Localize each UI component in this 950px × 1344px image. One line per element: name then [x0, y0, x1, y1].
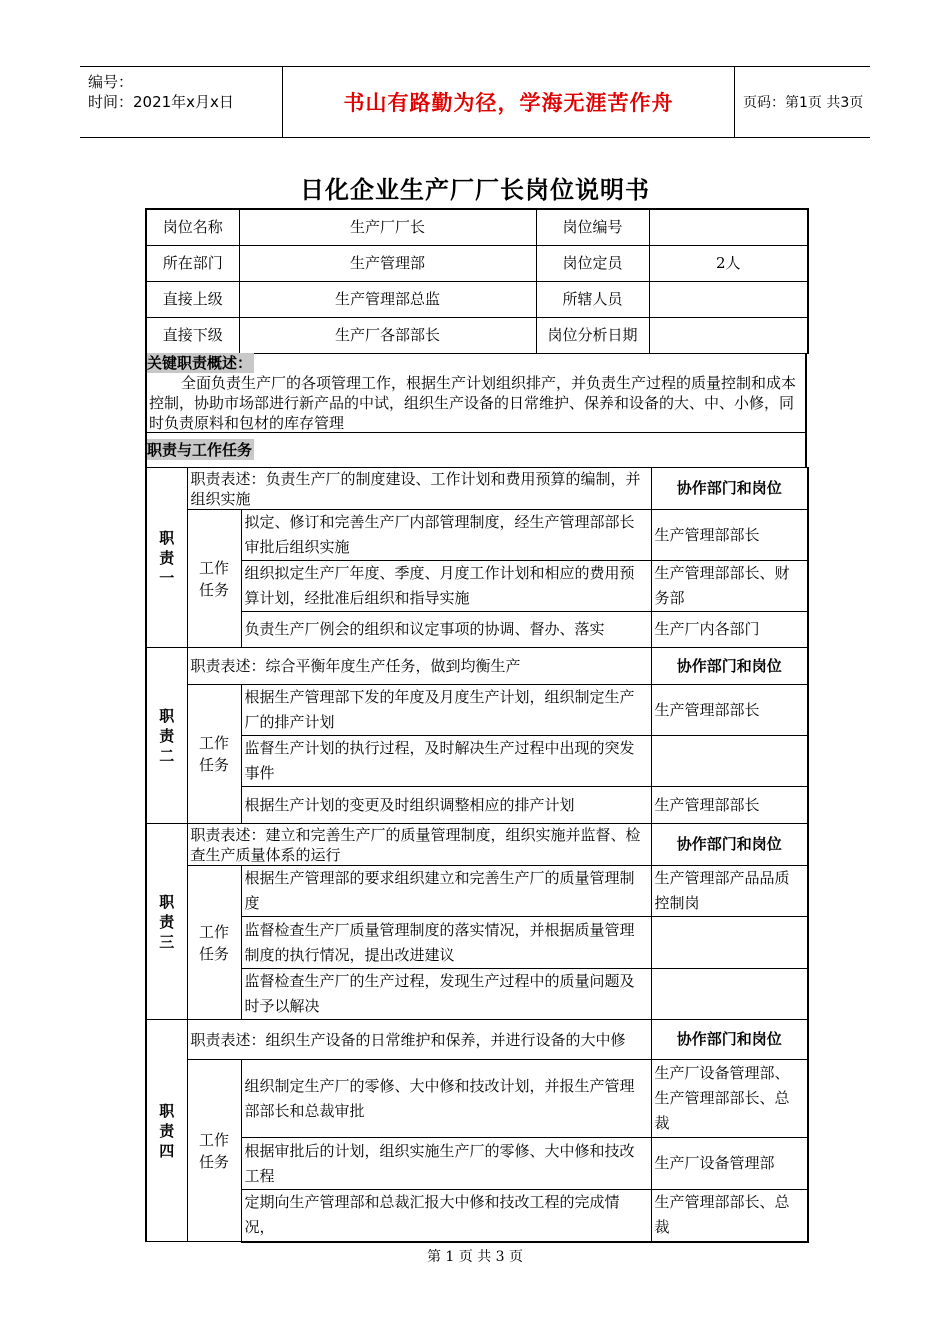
section-bar: [145, 433, 807, 468]
collab-header: 协作部门和岗位: [651, 824, 808, 866]
document-time-label: 时间：2021年x月x日: [88, 93, 234, 111]
field-value: 生产管理部: [239, 246, 536, 282]
task-row: [146, 969, 808, 1020]
field-value: [649, 318, 808, 354]
field-value: 生产厂各部部长: [239, 318, 536, 354]
task-row: [146, 917, 808, 969]
header-meta: [80, 67, 282, 137]
task-row: [146, 787, 808, 824]
work-task-label: 工作 任务: [187, 685, 241, 824]
task-partner: 生产管理部部长: [651, 510, 808, 561]
task-text: 根据生产计划的变更及时组织调整相应的排产计划: [241, 787, 651, 824]
position-info-table: [145, 208, 809, 354]
duty-statement-row: [146, 468, 808, 510]
task-text: 监督检查生产厂的生产过程，发现生产过程中的质量问题及时予以解决: [241, 969, 651, 1020]
task-partner: 生产厂内各部门: [651, 612, 808, 648]
page-footer: [0, 1246, 950, 1266]
field-label: 岗位名称: [146, 209, 239, 246]
task-row: [146, 736, 808, 787]
summary-heading: 关键职责概述：: [147, 354, 253, 372]
task-row: [146, 1060, 808, 1138]
task-text: 监督检查生产厂质量管理制度的落实情况，并根据质量管理制度的执行情况，提出改进建议: [241, 917, 651, 969]
collab-header: 协作部门和岗位: [651, 1020, 808, 1060]
work-task-label: 工作 任务: [187, 510, 241, 648]
field-value: 生产厂厂长: [239, 209, 536, 246]
task-row: [146, 685, 808, 736]
field-label: 直接下级: [146, 318, 239, 354]
document-header: [80, 66, 870, 138]
duty-statement: 职责表述：综合平衡年度生产任务，做到均衡生产: [187, 648, 651, 685]
header-motto-cell: [282, 67, 735, 137]
task-partner: 生产管理部部长、总裁: [651, 1190, 808, 1242]
task-text: 拟定、修订和完善生产厂内部管理制度，经生产管理部部长审批后组织实施: [241, 510, 651, 561]
task-partner: 生产管理部部长: [651, 685, 808, 736]
motto-text: 书山有路勤为径，学海无涯苦作舟: [343, 91, 674, 115]
header-page-label: 页码：第1页 共3页: [743, 95, 864, 111]
table-row: [146, 282, 808, 318]
task-text: 根据审批后的计划，组织实施生产厂的零修、大中修和技改工程: [241, 1138, 651, 1190]
task-text: 根据生产管理部的要求组织建立和完善生产厂的质量管理制度: [241, 866, 651, 917]
task-partner: [651, 917, 808, 969]
field-value: 生产管理部总监: [239, 282, 536, 318]
field-value: [649, 282, 808, 318]
document-number-label: 编号：: [88, 73, 134, 91]
footer-prefix: 第: [426, 1249, 441, 1265]
field-label: 岗位分析日期: [536, 318, 649, 354]
footer-suffix: 页: [509, 1249, 524, 1265]
task-row: [146, 866, 808, 917]
field-value: [649, 209, 808, 246]
duty-label: 职 责 三: [146, 824, 187, 1020]
field-label: 岗位定员: [536, 246, 649, 282]
task-partner: 生产管理部部长、财务部: [651, 561, 808, 612]
table-row: [146, 318, 808, 354]
field-label: 直接上级: [146, 282, 239, 318]
key-duties-summary: [145, 353, 807, 433]
task-row: [146, 1138, 808, 1190]
table-row: [146, 246, 808, 282]
task-partner: 生产厂设备管理部、生产管理部部长、总裁: [651, 1060, 808, 1138]
duty-statement: 职责表述：负责生产厂的制度建设、工作计划和费用预算的编制，并组织实施: [187, 468, 651, 510]
task-text: 组织拟定生产厂年度、季度、月度工作计划和相应的费用预算计划，经批准后组织和指导实施: [241, 561, 651, 612]
field-label: 所在部门: [146, 246, 239, 282]
duties-table: [145, 467, 809, 1243]
duty-statement-row: [146, 824, 808, 866]
task-partner: [651, 736, 808, 787]
collab-header: 协作部门和岗位: [651, 648, 808, 685]
field-label: 所辖人员: [536, 282, 649, 318]
task-row: [146, 612, 808, 648]
task-row: [146, 510, 808, 561]
task-partner: [651, 969, 808, 1020]
field-label: 岗位编号: [536, 209, 649, 246]
work-task-label: 工作 任务: [187, 1060, 241, 1242]
footer-middle: 页 共: [458, 1249, 492, 1265]
duty-label: 职 责 一: [146, 468, 187, 648]
document-title: 日化企业生产厂厂长岗位说明书: [300, 176, 650, 204]
task-text: 组织制定生产厂的零修、大中修和技改计划，并报生产管理部部长和总裁审批: [241, 1060, 651, 1138]
task-row: [146, 561, 808, 612]
duty-statement: 职责表述：组织生产设备的日常维护和保养，并进行设备的大中修: [187, 1020, 651, 1060]
duty-statement: 职责表述：建立和完善生产厂的质量管理制度，组织实施并监督、检查生产质量体系的运行: [187, 824, 651, 866]
field-value: 2人: [649, 246, 808, 282]
footer-current-page: 1: [445, 1249, 455, 1265]
task-row: [146, 1190, 808, 1242]
table-row: [146, 209, 808, 246]
task-partner: 生产管理部产品品质控制岗: [651, 866, 808, 917]
duty-statement-row: [146, 648, 808, 685]
task-partner: 生产管理部部长: [651, 787, 808, 824]
footer-total-pages: 3: [495, 1249, 505, 1265]
duty-statement-row: [146, 1020, 808, 1060]
task-partner: 生产厂设备管理部: [651, 1138, 808, 1190]
collab-header: 协作部门和岗位: [651, 468, 808, 510]
summary-body: 全面负责生产厂的各项管理工作，根据生产计划组织排产，并负责生产过程的质量控制和成本控制，协助市场部进行新产品的中试，组织生产设备的日常维护、保养和设备的大、中、小修，同时负责原料和包材的库存管理: [149, 374, 797, 432]
header-page-cell: [735, 67, 870, 137]
task-text: 监督生产计划的执行过程，及时解决生产过程中出现的突发事件: [241, 736, 651, 787]
task-text: 定期向生产管理部和总裁汇报大中修和技改工程的完成情况，: [241, 1190, 651, 1242]
duty-label: 职 责 二: [146, 648, 187, 824]
duty-label: 职 责 四: [146, 1020, 187, 1242]
task-text: 根据生产管理部下发的年度及月度生产计划，组织制定生产厂的排产计划: [241, 685, 651, 736]
section-heading: 职责与工作任务: [147, 441, 253, 459]
task-text: 负责生产厂例会的组织和议定事项的协调、督办、落实: [241, 612, 651, 648]
work-task-label: 工作 任务: [187, 866, 241, 1020]
